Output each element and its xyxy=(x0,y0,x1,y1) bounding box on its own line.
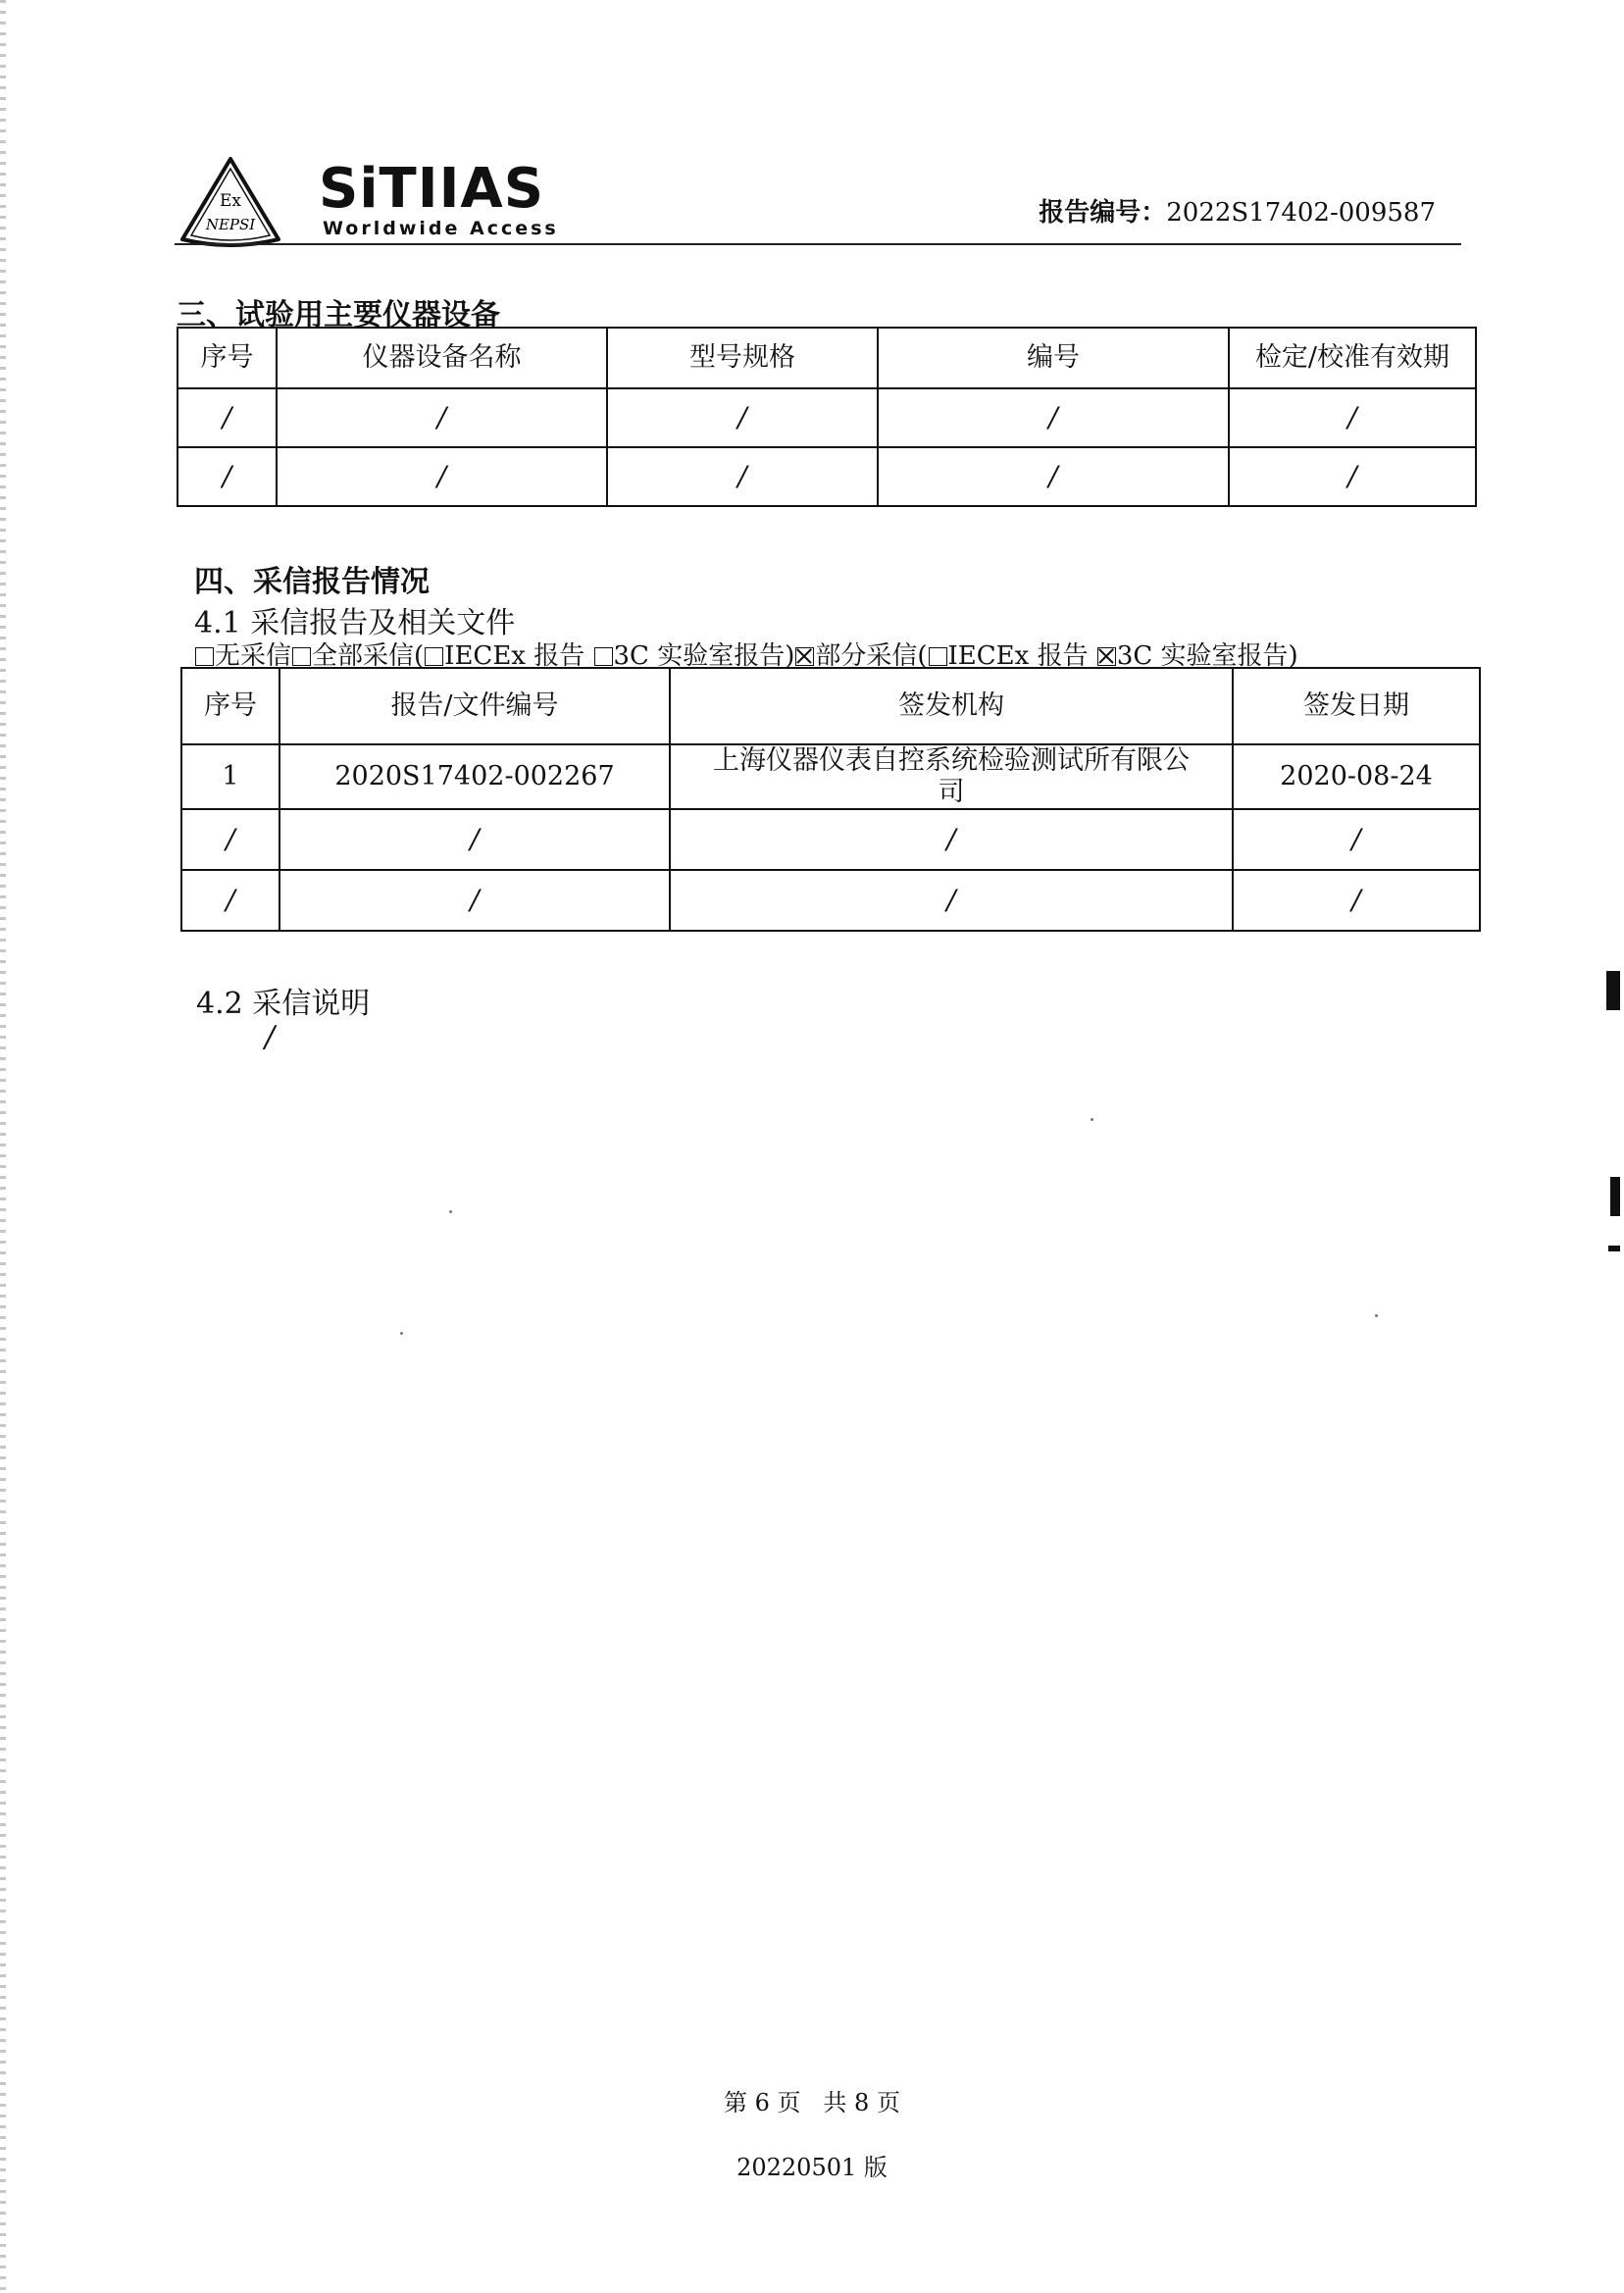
col-header: 报告/文件编号 xyxy=(279,668,670,744)
option-label: 全部采信( xyxy=(312,641,425,671)
scan-mark xyxy=(1610,1177,1620,1216)
option-label: 部分采信( xyxy=(815,641,928,671)
option-label: 3C 实验室报告) xyxy=(1116,641,1298,671)
col-header: 检定/校准有效期 xyxy=(1229,328,1476,388)
report-number-value: 2022S17402-009587 xyxy=(1166,198,1436,228)
col-header: 仪器设备名称 xyxy=(277,328,607,388)
svg-text:NEPSI: NEPSI xyxy=(205,216,256,233)
header-divider xyxy=(175,243,1461,245)
col-header: 序号 xyxy=(181,668,279,744)
checkbox-3c-lab-2-checked[interactable] xyxy=(1097,647,1116,666)
scan-edge xyxy=(0,0,6,2293)
scan-speck xyxy=(449,1210,452,1213)
nepsi-ex-logo-icon xyxy=(177,155,284,247)
col-header: 签发机构 xyxy=(670,668,1233,744)
table-cell: / xyxy=(878,388,1229,447)
checkbox-no-accept[interactable] xyxy=(195,647,214,666)
table-row xyxy=(181,809,1480,870)
col-header: 编号 xyxy=(878,328,1229,388)
sitiias-logo xyxy=(319,157,559,239)
svg-text:Ex: Ex xyxy=(220,191,241,211)
checkbox-full-accept[interactable] xyxy=(292,647,311,666)
col-header: 签发日期 xyxy=(1233,668,1480,744)
table-cell: / xyxy=(1233,870,1480,931)
table-cell: / xyxy=(178,447,277,506)
checkbox-iecex-2[interactable] xyxy=(929,647,947,666)
table-cell: 上海仪器仪表自控系统检验测试所有限公司 xyxy=(670,744,1233,809)
table-cell: / xyxy=(279,870,670,931)
table-cell: / xyxy=(670,809,1233,870)
scan-speck xyxy=(1375,1314,1378,1317)
table-cell: / xyxy=(670,870,1233,931)
table-cell: / xyxy=(181,870,279,931)
table-cell: / xyxy=(1233,809,1480,870)
accepted-reports-table xyxy=(180,667,1481,932)
checkbox-iecex-1[interactable] xyxy=(425,647,443,666)
table-cell: / xyxy=(607,447,878,506)
table-cell: / xyxy=(178,388,277,447)
scan-speck xyxy=(1091,1118,1093,1121)
option-label: 无采信 xyxy=(215,641,292,671)
table-cell: / xyxy=(277,388,607,447)
table-header-row xyxy=(181,668,1480,744)
table-row xyxy=(178,388,1476,447)
table-row xyxy=(178,447,1476,506)
scan-mark xyxy=(1608,1246,1620,1251)
subsection-4-2-title: 4.2 采信说明 xyxy=(196,987,371,1021)
subsection-4-1-title: 4.1 采信报告及相关文件 xyxy=(194,606,516,640)
report-number xyxy=(1039,192,1436,229)
table-row xyxy=(181,870,1480,931)
table-cell: 2020S17402-002267 xyxy=(279,744,670,809)
table-cell: / xyxy=(1229,447,1476,506)
section3-title: 三、试验用主要仪器设备 xyxy=(177,298,500,332)
table-header-row xyxy=(178,328,1476,388)
col-header: 序号 xyxy=(178,328,277,388)
checkbox-partial-accept-checked[interactable] xyxy=(795,647,814,666)
table-cell: 2020-08-24 xyxy=(1233,744,1480,809)
section4-title: 四、采信报告情况 xyxy=(194,565,430,599)
scan-edge-marks xyxy=(1595,951,1624,1285)
option-label: 3C 实验室报告) xyxy=(613,641,795,671)
table-cell: / xyxy=(878,447,1229,506)
subsection-4-2-content: / xyxy=(265,1020,276,1054)
table-cell: / xyxy=(1229,388,1476,447)
version-label: 20220501 版 xyxy=(736,2154,888,2181)
equipment-table xyxy=(177,327,1477,507)
page-header xyxy=(177,147,1461,245)
page-number: 第 6 页 共 8 页 xyxy=(724,2089,900,2116)
col-header: 型号规格 xyxy=(607,328,878,388)
table-row xyxy=(181,744,1480,809)
table-cell: / xyxy=(607,388,878,447)
option-label: IECEx 报告 xyxy=(444,641,585,671)
table-cell: / xyxy=(279,809,670,870)
report-number-label: 报告编号： xyxy=(1039,198,1167,228)
logo-tagline: Worldwide Access xyxy=(323,218,559,239)
logo-brand-text: SiTIIAS xyxy=(319,157,545,221)
checkbox-3c-lab-1[interactable] xyxy=(594,647,613,666)
table-cell: 1 xyxy=(181,744,279,809)
option-label: IECEx 报告 xyxy=(947,641,1089,671)
scan-mark xyxy=(1606,971,1620,1010)
table-cell: / xyxy=(181,809,279,870)
scan-speck xyxy=(400,1332,403,1335)
table-cell: / xyxy=(277,447,607,506)
